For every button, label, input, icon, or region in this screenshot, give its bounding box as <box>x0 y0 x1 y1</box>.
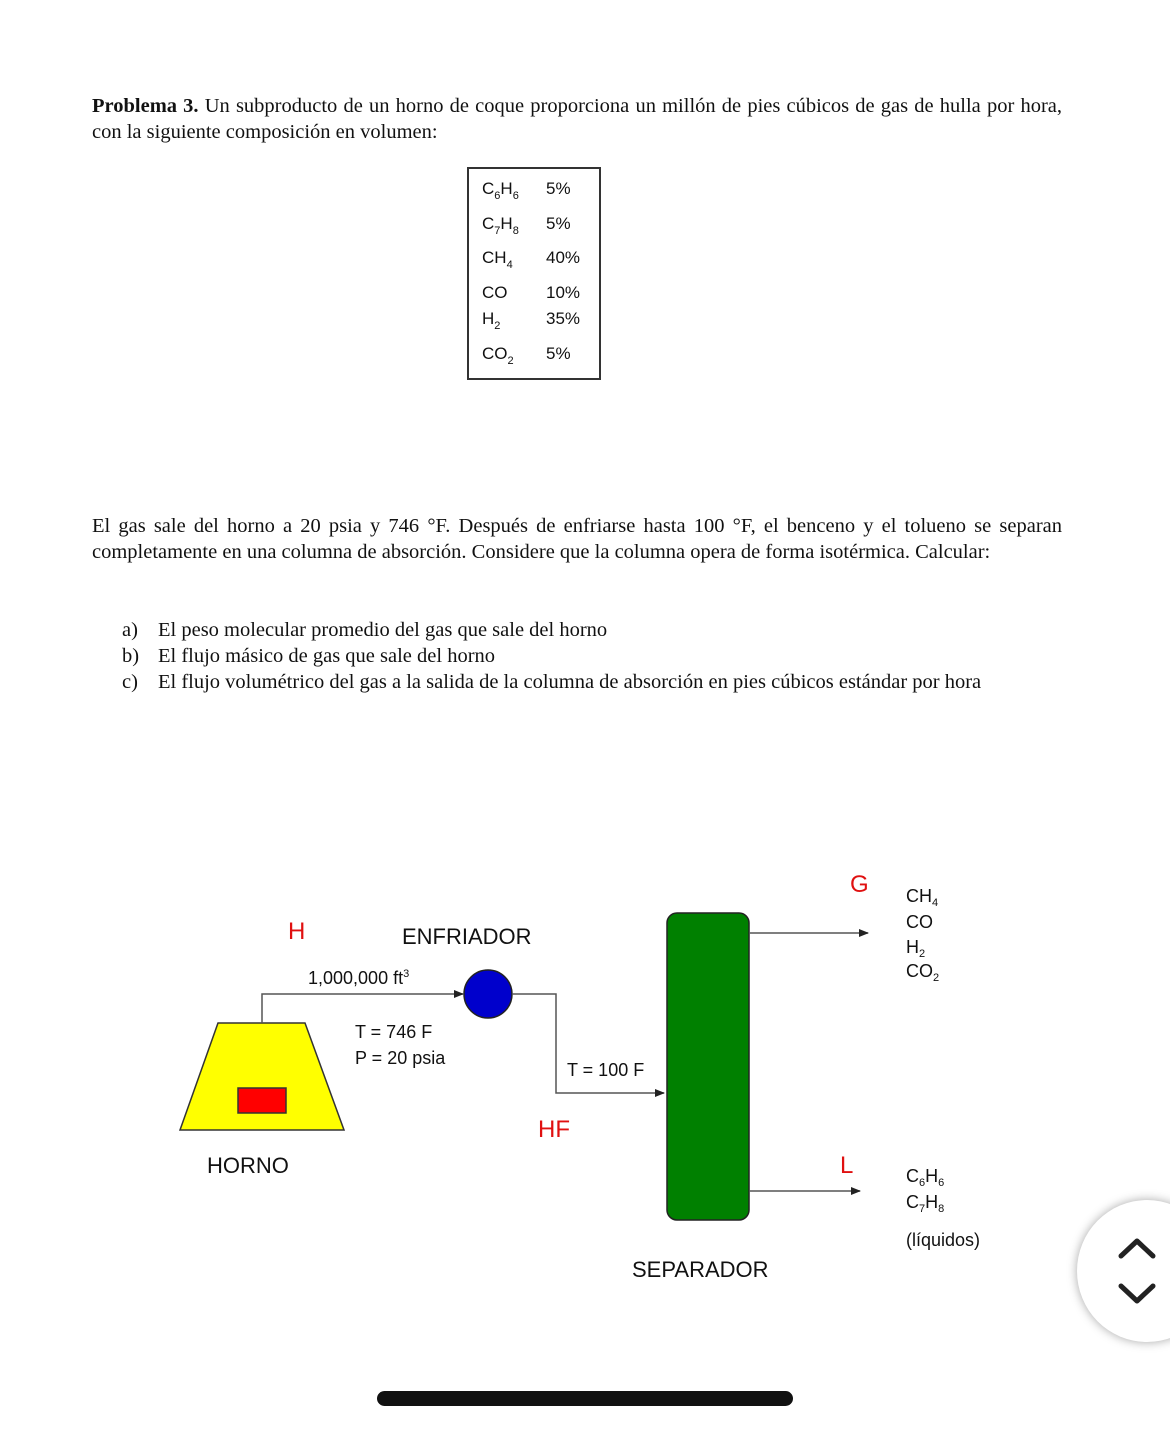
gas-product: $H_2$ <box>906 937 926 960</box>
chevron-up-icon[interactable] <box>1117 1236 1157 1260</box>
composition-row <box>482 248 592 278</box>
separador-label: SEPARADOR <box>632 1257 769 1282</box>
percent: 5% <box>546 179 571 198</box>
stream-h-label: H <box>288 918 306 945</box>
question-item <box>122 617 981 643</box>
question-text: El flujo másico de gas que sale del horno <box>158 645 496 667</box>
formula: $H_2$ <box>482 309 501 332</box>
formula: $C_6H_6$ <box>482 179 519 202</box>
percent: 35% <box>546 309 581 328</box>
gas-product: $CH_4$ <box>906 886 939 909</box>
liquid-note: (líquidos) <box>906 1230 981 1250</box>
stream-hf-label: HF <box>538 1116 570 1143</box>
composition-row <box>482 214 592 244</box>
percent: 10% <box>546 283 581 302</box>
home-indicator[interactable] <box>377 1391 793 1406</box>
formula: $C_7H_8$ <box>482 214 519 237</box>
enfriador-label: ENFRIADOR <box>402 924 532 949</box>
flow-value: 1,000,000 $ft^3$ <box>308 968 410 988</box>
liquid-product: $C_7H_8$ <box>906 1192 945 1215</box>
enfriador-temperature: T = 100 F <box>567 1060 645 1080</box>
horno-pressure: P = 20 psia <box>355 1048 446 1068</box>
question-list <box>122 617 981 695</box>
formula: $CH_4$ <box>482 248 513 271</box>
stream-l-label: L <box>840 1152 854 1179</box>
formula: CO <box>482 283 508 302</box>
percent: 5% <box>546 344 571 363</box>
question-letter: b) <box>122 645 140 667</box>
composition-row <box>482 309 592 339</box>
gas-product: $CO_2$ <box>906 961 940 984</box>
separador-shape <box>667 913 749 1220</box>
problem-intro-text: Un subproducto de un horno de coque proporciona un millón de pies cúbicos de gas de hulla por hora, con la siguiente composición en volumen: <box>92 95 1062 143</box>
stream-h-line <box>262 994 463 1023</box>
gas-product: CO <box>906 912 933 932</box>
question-text: El peso molecular promedio del gas que sale del horno <box>158 619 608 641</box>
chevron-down-icon[interactable] <box>1117 1282 1157 1306</box>
question-letter: c) <box>122 671 138 693</box>
liquid-product: $C_6H_6$ <box>906 1166 945 1189</box>
horno-label: HORNO <box>207 1153 289 1178</box>
question-text: El flujo volumétrico del gas a la salida de la columna de absorción en pies cúbicos estándar por hora <box>158 671 982 693</box>
formula: $CO_2$ <box>482 344 514 367</box>
question-letter: a) <box>122 619 138 641</box>
question-item <box>122 669 981 695</box>
process-diagram <box>0 860 1170 1300</box>
stream-g-label: G <box>850 871 869 898</box>
composition-table <box>467 167 601 380</box>
composition-row <box>482 179 592 209</box>
percent: 5% <box>546 214 571 233</box>
percent: 40% <box>546 248 581 267</box>
enfriador-shape <box>464 970 512 1018</box>
composition-row <box>482 344 592 374</box>
problem-label: Problema 3. <box>92 95 199 117</box>
question-item <box>122 643 981 669</box>
horno-temperature: T = 746 F <box>355 1022 433 1042</box>
problem-intro <box>92 93 1062 145</box>
fire-shape <box>238 1088 286 1113</box>
problem-statement: El gas sale del horno a 20 psia y 746 °F. Después de enfriarse hasta 100 °F, el benceno y el tolueno se separan completamente en una columna de absorción. Considere que la columna opera de forma isotérmica. Calcular: <box>92 515 1062 563</box>
horno-shape <box>180 1023 344 1130</box>
